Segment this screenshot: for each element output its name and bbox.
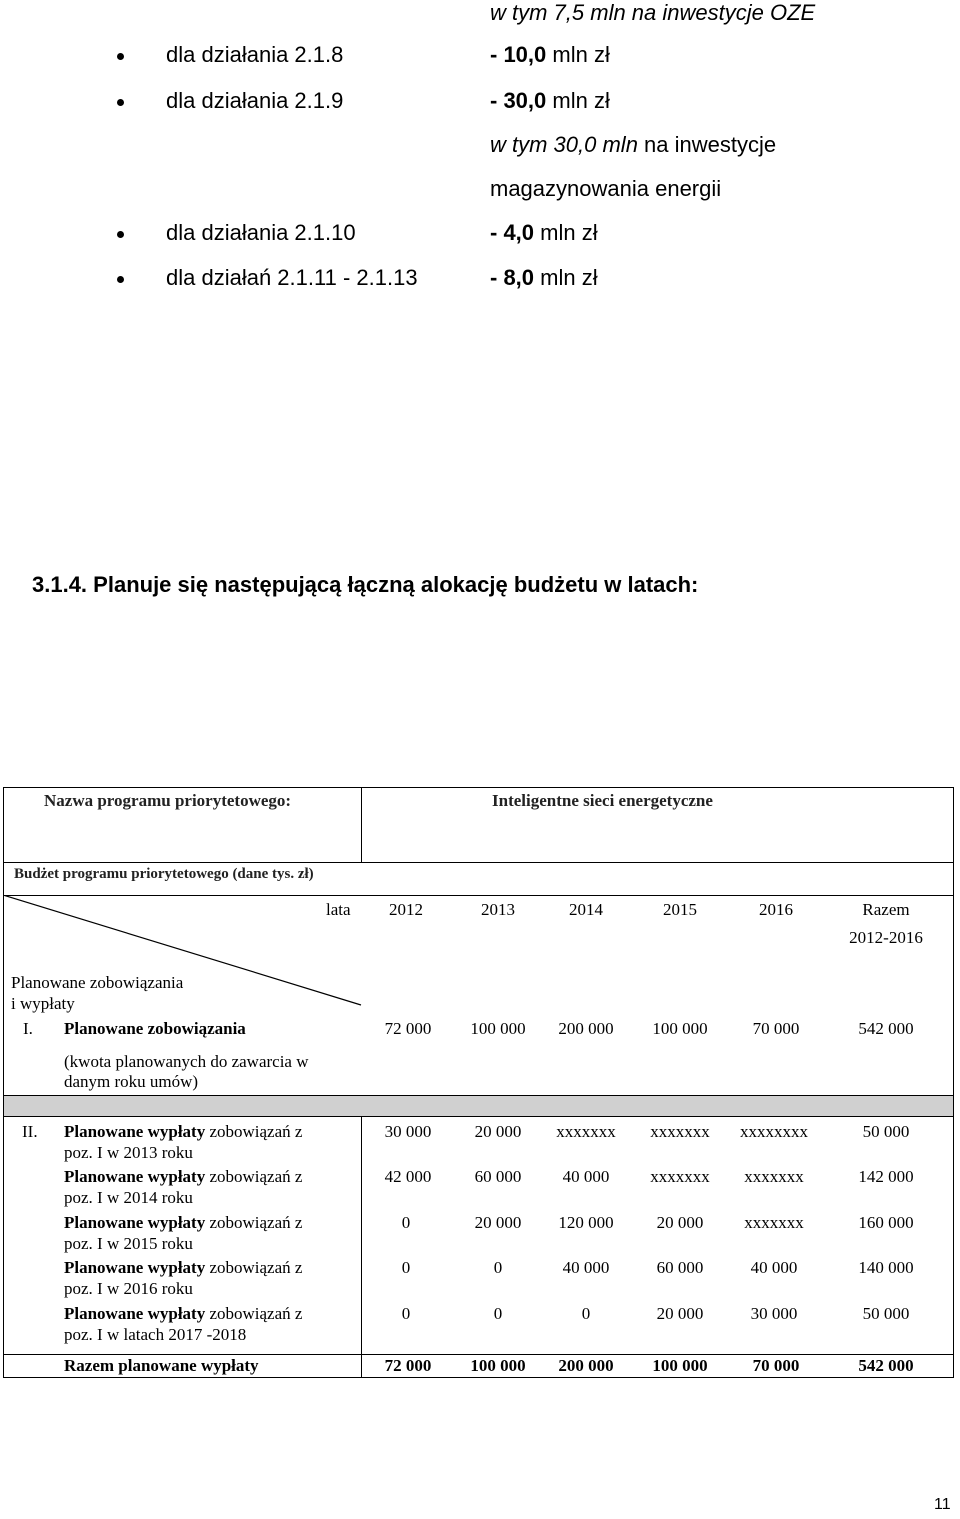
value-cell: 60 000 [474, 1167, 522, 1186]
total-label: Razem planowane wypłaty [64, 1356, 259, 1375]
value-cell: xxxxxxx [744, 1213, 804, 1232]
value-cell: 0 [493, 1304, 503, 1323]
value-cell: 0 [493, 1258, 503, 1277]
storage-note: w tym 30,0 mln na inwestycje [490, 132, 777, 157]
diag-label: i wypłaty [11, 994, 75, 1013]
payment-title: Planowane wypłaty zobowiązań z [64, 1304, 303, 1323]
row-sub: (kwota planowanych do zawarcia w [64, 1052, 309, 1071]
razem-header: Razem [862, 900, 910, 919]
value-cell: xxxxxxx [650, 1167, 710, 1186]
value-cell: 100 000 [652, 1019, 708, 1038]
value-cell: 0 [581, 1304, 591, 1323]
allocation-label: dla działania 2.1.10 [166, 220, 356, 245]
value-cell: xxxxxxx [650, 1122, 710, 1141]
value-cell: 20 000 [656, 1304, 704, 1323]
payment-subtitle: poz. I w latach 2017 -2018 [64, 1325, 247, 1344]
oze-note: w tym 7,5 mln na inwestycje OZE [490, 0, 816, 25]
payment-subtitle: poz. I w 2013 roku [64, 1143, 193, 1162]
value-cell: 30 000 [750, 1304, 798, 1323]
allocation-amount: - 8,0 mln zł [490, 265, 598, 290]
payment-title: Planowane wypłaty zobowiązań z [64, 1167, 303, 1186]
page-number: 11 [934, 1496, 951, 1513]
allocation-label: dla działania 2.1.8 [166, 42, 344, 67]
row-number: I. [23, 1019, 33, 1038]
total-value: 100 000 [652, 1356, 708, 1375]
row-sub: danym roku umów) [64, 1072, 199, 1091]
program-label: Nazwa programu priorytetowego: [44, 791, 292, 810]
allocation-amount: - 10,0 mln zł [490, 42, 610, 67]
allocation-amount: - 4,0 mln zł [490, 220, 598, 245]
value-cell: 20 000 [474, 1213, 522, 1232]
payment-title: Planowane wypłaty zobowiązań z [64, 1122, 303, 1141]
total-value: 100 000 [470, 1356, 526, 1375]
value-cell: 120 000 [558, 1213, 614, 1232]
program-name: Inteligentne sieci energetyczne [492, 791, 713, 810]
total-value: 200 000 [558, 1356, 614, 1375]
payment-subtitle: poz. I w 2014 roku [64, 1188, 193, 1207]
value-cell: 30 000 [384, 1122, 432, 1141]
value-cell: 60 000 [656, 1258, 704, 1277]
year-header: 2015 [663, 900, 697, 919]
bullet-icon [117, 53, 124, 60]
value-cell: 50 000 [862, 1122, 910, 1141]
value-cell: 140 000 [858, 1258, 914, 1277]
bullet-icon [117, 231, 124, 238]
value-cell: xxxxxxxx [740, 1122, 808, 1141]
total-value: 70 000 [752, 1356, 800, 1375]
value-cell: 20 000 [474, 1122, 522, 1141]
value-cell: 0 [401, 1213, 411, 1232]
bullet-icon [117, 99, 124, 106]
row-number: II. [22, 1122, 38, 1141]
allocation-amount: - 30,0 mln zł [490, 88, 610, 113]
value-cell: 20 000 [656, 1213, 704, 1232]
row-title: Planowane zobowiązania [64, 1019, 246, 1038]
total-value: 542 000 [858, 1356, 914, 1375]
value-cell: 72 000 [384, 1019, 432, 1038]
year-header: 2012 [389, 900, 423, 919]
value-cell: 40 000 [562, 1258, 610, 1277]
budget-label: Budżet programu priorytetowego (dane tys. zł) [14, 866, 314, 882]
value-cell: 160 000 [858, 1213, 914, 1232]
year-header: 2016 [759, 900, 793, 919]
payment-title: Planowane wypłaty zobowiązań z [64, 1213, 303, 1232]
bullet-icon [117, 276, 124, 283]
storage-note-cont: magazynowania energii [490, 176, 722, 201]
value-cell: 100 000 [470, 1019, 526, 1038]
allocation-label: dla działania 2.1.9 [166, 88, 344, 113]
value-cell: 542 000 [858, 1019, 914, 1038]
value-cell: 0 [401, 1304, 411, 1323]
allocation-label: dla działań 2.1.11 - 2.1.13 [166, 265, 418, 290]
value-cell: 0 [401, 1258, 411, 1277]
payment-subtitle: poz. I w 2016 roku [64, 1279, 193, 1298]
year-header: 2013 [481, 900, 515, 919]
value-cell: 70 000 [752, 1019, 800, 1038]
section-heading: 3.1.4. Planuje się następującą łączną alokację budżetu w latach: [32, 572, 699, 597]
value-cell: 40 000 [562, 1167, 610, 1186]
value-cell: 40 000 [750, 1258, 798, 1277]
razem-range: 2012-2016 [849, 928, 923, 947]
value-cell: xxxxxxx [744, 1167, 804, 1186]
year-header: 2014 [569, 900, 603, 919]
value-cell: 42 000 [384, 1167, 432, 1186]
lata-label: lata [326, 900, 351, 919]
payment-title: Planowane wypłaty zobowiązań z [64, 1258, 303, 1277]
total-value: 72 000 [384, 1356, 432, 1375]
diag-label: Planowane zobowiązania [11, 973, 184, 992]
value-cell: 142 000 [858, 1167, 914, 1186]
value-cell: xxxxxxx [556, 1122, 616, 1141]
value-cell: 50 000 [862, 1304, 910, 1323]
value-cell: 200 000 [558, 1019, 614, 1038]
payment-subtitle: poz. I w 2015 roku [64, 1234, 193, 1253]
